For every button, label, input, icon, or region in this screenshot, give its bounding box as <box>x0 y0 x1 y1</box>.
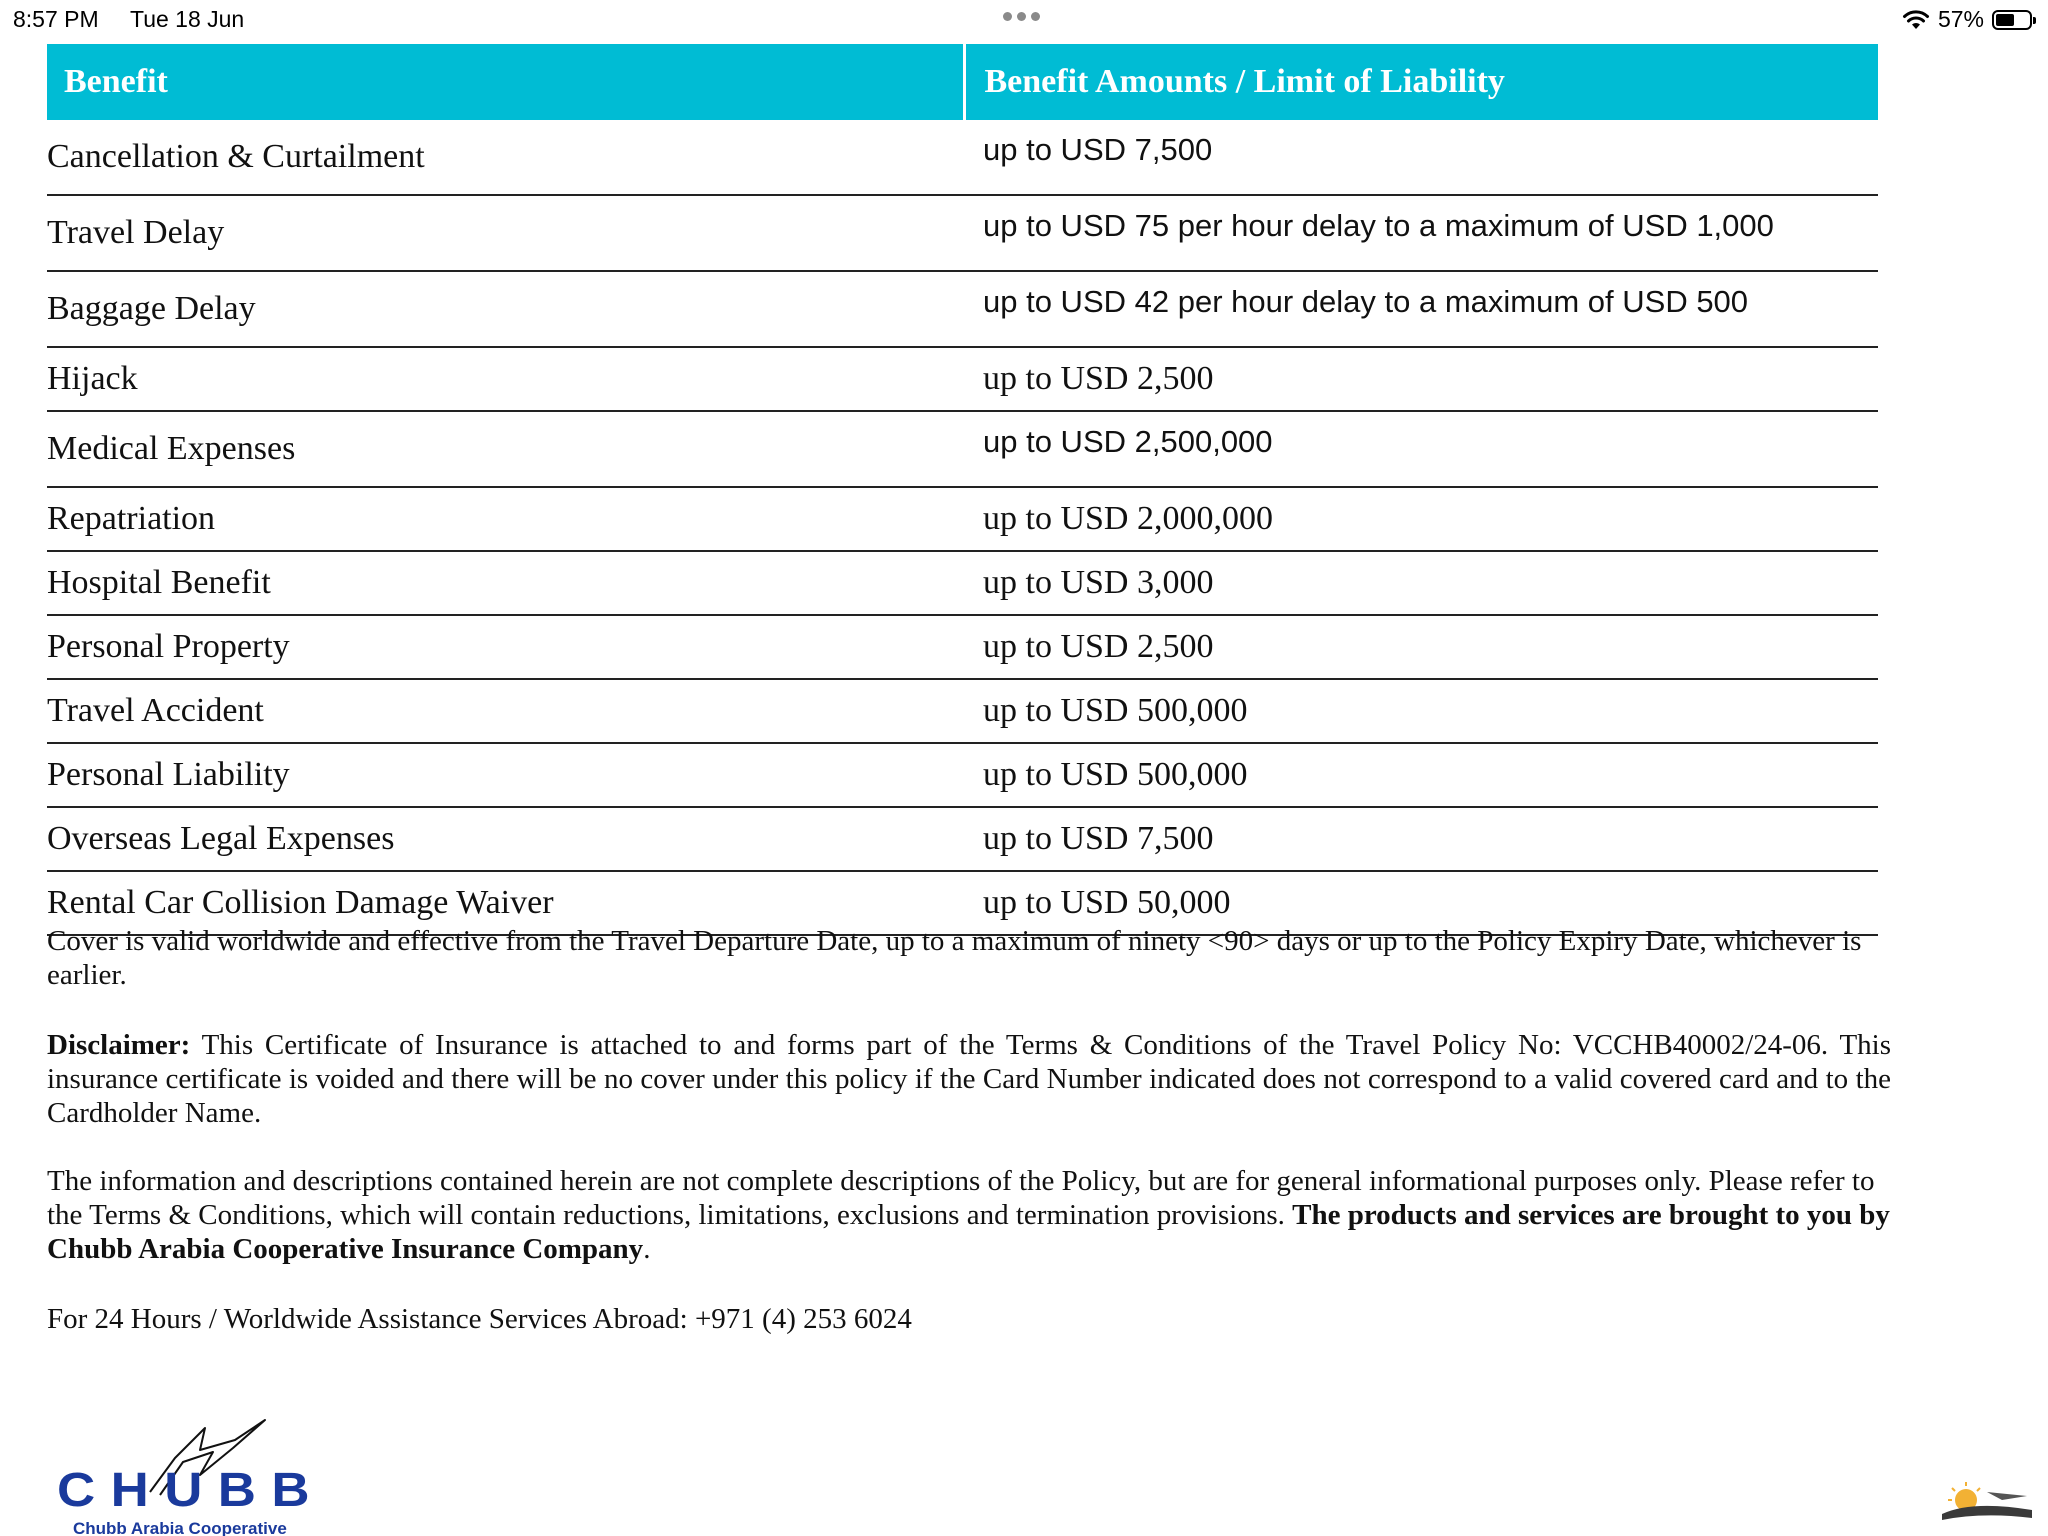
info-bold-text: The products and services are brought to you by Chubb Arabia Cooperative Insurance Company <box>47 1199 1890 1265</box>
benefit-name: Rental Car Collision Damage Waiver <box>47 871 964 935</box>
benefit-amount: up to USD 2,500 <box>964 615 1878 679</box>
benefit-name: Hijack <box>47 347 964 411</box>
benefit-amount: up to USD 3,000 <box>964 551 1878 615</box>
info-text: The information and descriptions contained herein are not complete descriptions of the Policy, but are for general informational purposes only. Please refer to the Terms & Conditions, which will contain reductions, limitations, exclusions and termination provisions. <box>47 1165 1875 1231</box>
info-end: . <box>643 1233 651 1265</box>
benefit-name: Cancellation & Curtailment <box>47 120 964 195</box>
chubb-logo <box>55 1400 335 1536</box>
benefit-name: Personal Property <box>47 615 964 679</box>
info-paragraph <box>47 1164 1891 1266</box>
benefit-amount: up to USD 2,000,000 <box>964 487 1878 551</box>
assistance-paragraph: For 24 Hours / Worldwide Assistance Services Abroad: +971 (4) 253 6024 <box>47 1303 912 1335</box>
disclaimer-text: This Certificate of Insurance is attached to and forms part of the Terms & Conditions of the Travel Policy No: VCCHB40002/24-06. This insurance certificate is voided and there will be no cover under this policy if the Card Number indicated does not correspond to a valid covered card and to the Cardholder Name. <box>47 1029 1891 1129</box>
status-date: Tue 18 Jun <box>130 6 245 32</box>
logo-subtitle: Chubb Arabia Cooperative <box>73 1519 287 1536</box>
table-row <box>47 743 1878 807</box>
status-time: 8:57 PM <box>13 6 99 32</box>
table-row <box>47 195 1878 271</box>
benefit-name: Overseas Legal Expenses <box>47 807 964 871</box>
benefit-name: Baggage Delay <box>47 271 964 347</box>
benefits-table-body <box>47 120 1878 935</box>
wifi-icon <box>1902 9 1930 31</box>
benefit-name: Medical Expenses <box>47 411 964 487</box>
benefit-name: Personal Liability <box>47 743 964 807</box>
benefit-name: Travel Accident <box>47 679 964 743</box>
cover-paragraph: Cover is valid worldwide and effective from the Travel Departure Date, up to a maximum of ninety <90> days or up to the Policy Expiry Date, whichever is earlier. <box>47 925 1862 991</box>
benefit-amount: up to USD 7,500 <box>964 120 1878 195</box>
table-row <box>47 807 1878 871</box>
header-benefit: Benefit <box>47 44 964 120</box>
benefit-name: Hospital Benefit <box>47 551 964 615</box>
table-header-row <box>47 44 1878 120</box>
header-amount: Benefit Amounts / Limit of Liability <box>964 44 1878 120</box>
benefit-amount: up to USD 2,500 <box>964 347 1878 411</box>
benefit-name: Repatriation <box>47 487 964 551</box>
benefit-amount: up to USD 75 per hour delay to a maximum of USD 1,000 <box>964 195 1878 271</box>
disclaimer-label: Disclaimer: <box>47 1029 191 1061</box>
battery-fill <box>1996 14 2014 26</box>
battery-icon <box>1992 10 2032 30</box>
insurance-certificate <box>47 44 1891 1335</box>
benefits-table <box>47 44 1878 936</box>
table-row <box>47 679 1878 743</box>
multitasking-dots-icon[interactable] <box>1003 12 1040 21</box>
benefit-amount: up to USD 500,000 <box>964 743 1878 807</box>
table-row <box>47 615 1878 679</box>
table-row <box>47 347 1878 411</box>
benefit-amount: up to USD 50,000 <box>964 871 1878 935</box>
status-right <box>1902 6 2032 33</box>
table-row <box>47 271 1878 347</box>
benefit-amount: up to USD 500,000 <box>964 679 1878 743</box>
logo-brand: CHUBB <box>57 1464 325 1517</box>
benefit-name: Travel Delay <box>47 195 964 271</box>
benefit-amount: up to USD 2,500,000 <box>964 411 1878 487</box>
benefit-amount: up to USD 42 per hour delay to a maximum of USD 500 <box>964 271 1878 347</box>
battery-percent: 57% <box>1937 6 1984 32</box>
table-row <box>47 551 1878 615</box>
table-row <box>47 411 1878 487</box>
status-bar <box>0 0 2048 40</box>
benefit-amount: up to USD 7,500 <box>964 807 1878 871</box>
disclaimer-paragraph <box>47 1028 1891 1130</box>
table-row <box>47 120 1878 195</box>
arab-travelers-watermark-icon <box>1932 1470 2040 1530</box>
table-row <box>47 487 1878 551</box>
